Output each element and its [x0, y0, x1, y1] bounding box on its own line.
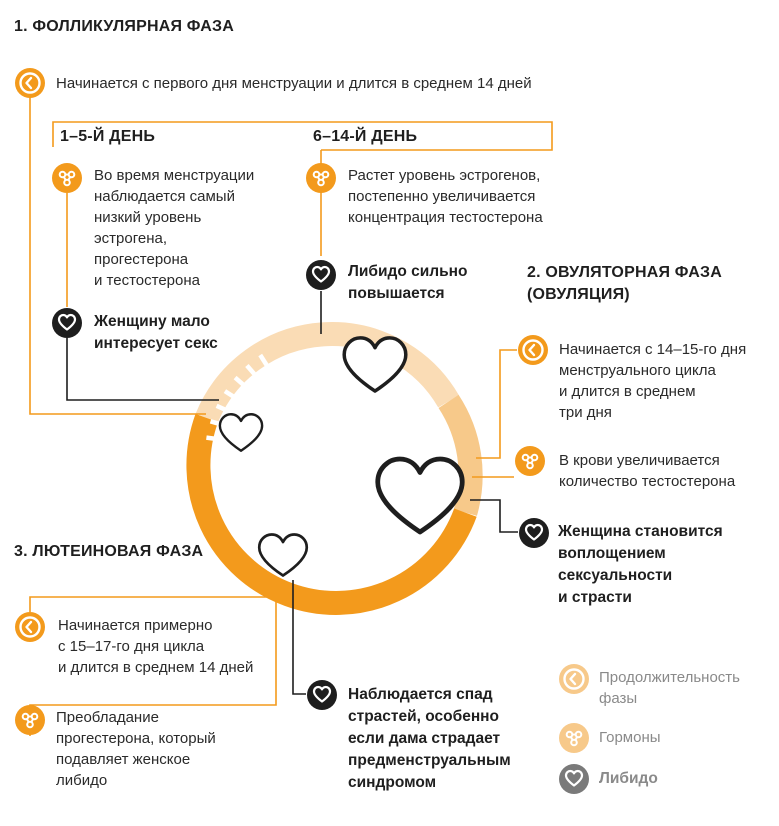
clock-icon: [15, 612, 45, 642]
heart-icon: [344, 338, 406, 391]
clock-icon: [15, 68, 45, 98]
hormones-icon: [52, 163, 82, 193]
ovulatory-duration-text: Начинается с 14–15-го дня менструального цикла и длится в среднем три дня: [559, 341, 747, 421]
connector-luteal-duration: [30, 582, 270, 612]
legend-hormones-label: Гормоны: [599, 729, 661, 746]
follicular-phase-title: 1. ФОЛЛИКУЛЯРНАЯ ФАЗА: [14, 18, 234, 35]
luteal-libido-text: Наблюдается спад страстей, особенно если дама страдает предменструальным синдромом: [348, 686, 511, 791]
days-1-5-label: 1–5-Й ДЕНЬ: [60, 128, 156, 145]
legend-clock-icon: [559, 664, 589, 694]
heart-icon: [307, 680, 337, 710]
ovulatory-hormones-text: В крови увеличивается количество тестостерона: [559, 452, 736, 490]
clock-icon: [518, 335, 548, 365]
luteal-phase-title: 3. ЛЮТЕИНОВАЯ ФАЗА: [14, 543, 204, 560]
luteal-hormones-text: Преобладание прогестерона, который подавляет женское либидо: [56, 709, 216, 789]
legend-libido-label: Либидо: [599, 770, 658, 787]
ovulatory-libido-text: Женщина становится воплощением сексуальности и страсти: [558, 523, 723, 606]
late-hormones-text: Растет уровень эстрогенов, постепенно увеличивается концентрация тестостерона: [348, 167, 543, 226]
hormones-icon: [306, 163, 336, 193]
late-libido-text: Либидо сильно повышается: [348, 263, 468, 302]
ovulatory-phase-title: 2. ОВУЛЯТОРНАЯ ФАЗА (ОВУЛЯЦИЯ): [527, 264, 722, 303]
heart-icon: [259, 534, 307, 575]
ring-follicular-light: [207, 334, 449, 418]
heart-icon: [52, 308, 82, 338]
heart-icon: [519, 518, 549, 548]
luteal-duration-text: Начинается примерно с 15–17-го дня цикла и длится в среднем 14 дней: [58, 617, 254, 676]
early-libido-text: Женщину мало интересует секс: [94, 313, 218, 352]
legend-hormones-icon: [559, 723, 589, 753]
early-hormones-text: Во время менструации наблюдается самый низкий уровень эстрогена, прогестерона и тестостерона: [94, 167, 255, 289]
heart-icon: [220, 414, 262, 450]
days-6-14-label: 6–14-Й ДЕНЬ: [313, 128, 418, 145]
legend-duration-label: Продолжительность фазы: [599, 669, 740, 707]
legend-heart-icon: [559, 764, 589, 794]
connector-ovulatory-duration: [476, 350, 517, 458]
follicular-duration-text: Начинается с первого дня менструации и длится в среднем 14 дней: [56, 75, 532, 92]
heart-icon: [306, 260, 336, 290]
hormones-icon: [15, 705, 45, 735]
hormones-icon: [515, 446, 545, 476]
